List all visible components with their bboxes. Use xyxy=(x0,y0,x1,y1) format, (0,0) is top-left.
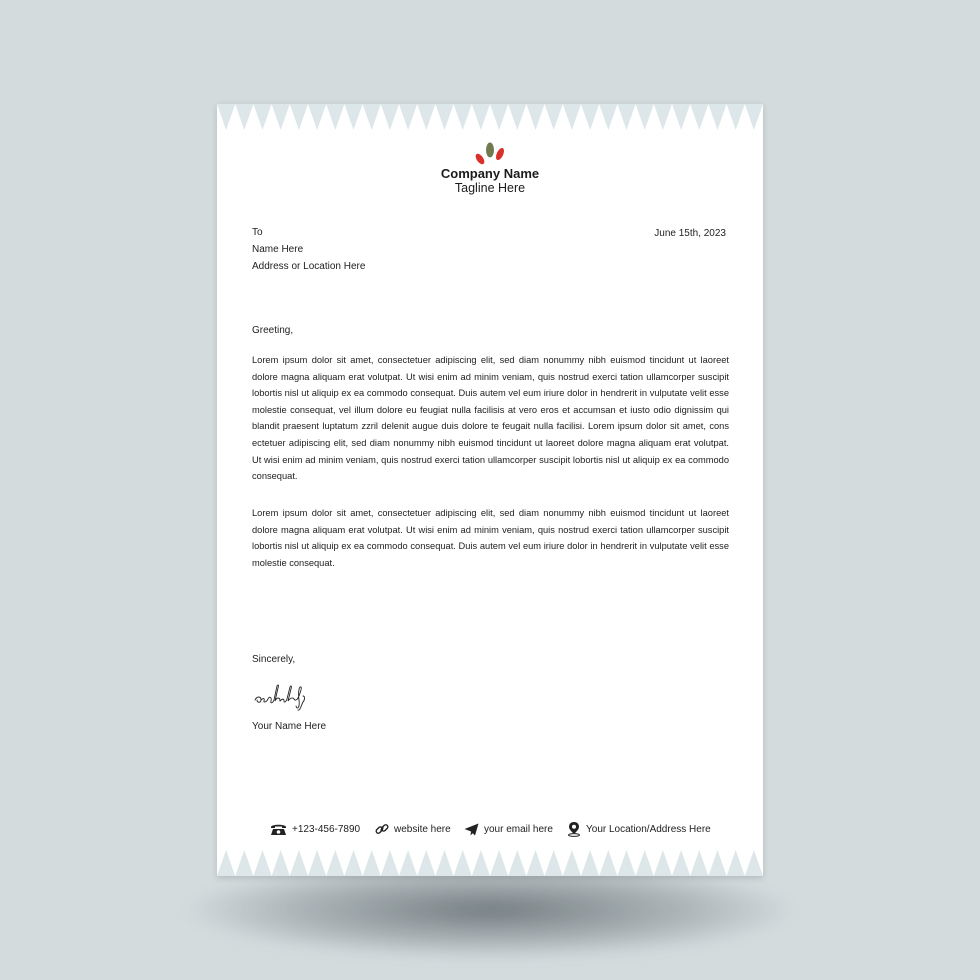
closing: Sincerely, xyxy=(252,654,296,665)
greeting: Greeting, xyxy=(252,325,294,336)
sender-name: Your Name Here xyxy=(252,721,327,732)
top-zigzag-border xyxy=(217,104,763,138)
letter-date: June 15th, 2023 xyxy=(654,228,726,239)
footer-address xyxy=(567,820,711,838)
footer-email xyxy=(464,820,553,838)
address-text: Your Location/Address Here xyxy=(586,823,711,835)
body-paragraph-1: Lorem ipsum dolor sit amet, consectetuer adipiscing elit, sed diam nonummy nibh euismod tincidunt ut laoreet dolore magna aliquam erat volutpat. Ut wisi enim ad minim veniam, quis nostrud exerci tation ullamcorper suscipit lobortis nisl ut aliquip ex ea commodo consequat. Duis autem vel eum iriure dolor in hendrerit in vulputate velit esse molestie consequat, vel illum dolore eu feugiat nulla facilisis at vero eros et accumsan et iusto odio dignissim qui blandit praesent luptatum zzril delenit augue duis dolore te feugait nulla facilisi. Lorem ipsum dolor sit amet, cons ectetuer adipiscing elit, sed diam nonummy nibh euismod tincidunt ut laoreet dolore magna aliquam erat volutpat. Ut wisi enim ad minim veniam, quis nostrud exerci tation ullamcorper suscipit lobortis nisl ut aliquip ex ea commodo consequat. xyxy=(252,355,729,482)
recipient-address: Address or Location Here xyxy=(252,261,366,272)
phone-icon xyxy=(270,823,287,836)
website-text: website here xyxy=(394,823,451,835)
bottom-zigzag-border xyxy=(217,842,763,876)
letterhead-page xyxy=(217,104,763,876)
handwritten-signature xyxy=(253,682,313,712)
company-tagline: Tagline Here xyxy=(454,181,526,195)
link-icon xyxy=(375,822,389,836)
email-text: your email here xyxy=(484,823,553,835)
paper-plane-icon xyxy=(464,823,479,836)
recipient-name: Name Here xyxy=(252,244,304,255)
footer-phone xyxy=(270,820,360,838)
phone-number: +123-456-7890 xyxy=(292,823,361,835)
body-paragraph-2: Lorem ipsum dolor sit amet, consectetuer adipiscing elit, sed diam nonummy nibh euismod tincidunt ut laoreet dolore magna aliquam erat volutpat. Ut wisi enim ad minim veniam, quis nostrud exerci tation ullamcorper suscipit lobortis nisl ut aliquip ex ea commodo consequat. Duis autem vel eum iriure dolor in hendrerit in vulputate velit esse molestie consequat. xyxy=(252,508,729,568)
footer-website xyxy=(375,820,451,838)
location-pin-icon xyxy=(567,821,581,837)
to-label: To xyxy=(252,227,263,238)
company-name: Company Name xyxy=(440,166,540,181)
